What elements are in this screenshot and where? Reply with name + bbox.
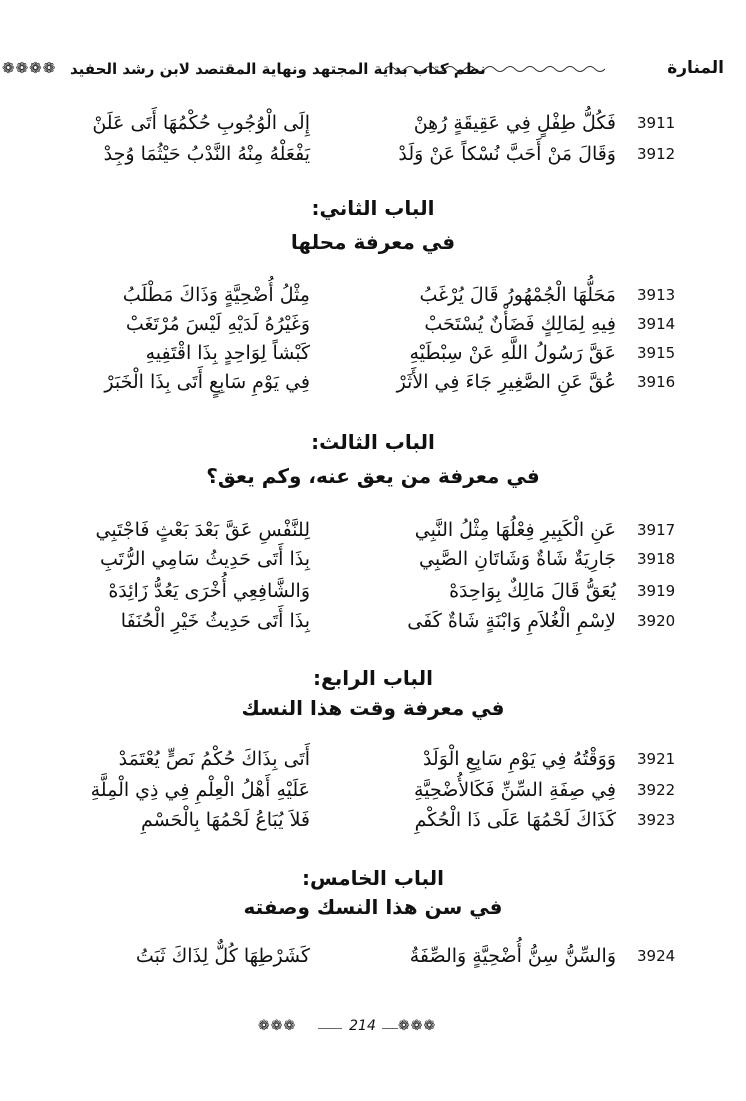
second-hemistich: وَالشَّافِعِي أُخْرَى يَعُدُّ زَائِدَهْ (108, 580, 310, 602)
first-hemistich: وَقَالَ مَنْ أَحَبَّ نُسْكاً عَنْ وَلَدْ (398, 143, 616, 165)
second-hemistich: بِذَا أَتَى حَدِيثُ سَامِي الرُّتَبِ (100, 548, 310, 570)
second-hemistich: كَبْشاً لِوَاحِدٍ بِذَا اقْتَفِيهِ (145, 342, 310, 364)
second-hemistich: فِي يَوْمِ سَابِعٍ أَتَى بِذَا الْخَبَرْ (104, 371, 310, 393)
first-hemistich: فِي صِفَةِ السِّنِّ فَكَالأُضْحِيَّةِ (414, 779, 616, 801)
verse-number: 3917 (637, 521, 676, 539)
page-number: 214 (349, 1018, 376, 1034)
verse-row (0, 342, 746, 372)
first-hemistich: عَنِ الْكَبِيرِ فِعْلُهَا مِثْلُ النَّبِي (414, 519, 616, 541)
verse-row (0, 748, 746, 778)
verse-row (0, 610, 746, 640)
page-footer (0, 1018, 746, 1038)
first-hemistich: عَقَّ رَسُولُ اللَّهِ عَنْ سِبْطَيْهِ (409, 342, 616, 364)
first-hemistich: يُعَقُّ قَالَ مَالِكٌ بِوَاحِدَهْ (449, 580, 616, 602)
first-hemistich: فَكُلُّ طِفْلٍ فِي عَقِيقَةٍ رُهِنْ (413, 112, 616, 134)
verse-number: 3918 (637, 550, 676, 568)
second-hemistich: لِلنَّفْسِ عَقَّ بَعْدَ بَعْثٍ فَاجْتَبِي (95, 519, 310, 541)
verse-number: 3914 (637, 315, 676, 333)
verse-number: 3923 (637, 811, 676, 829)
verse-number: 3911 (637, 114, 676, 132)
first-hemistich: لاِسْمِ الْغُلاَمِ وَابْنَةٍ شَاةٌ كَفَى (407, 610, 616, 632)
second-hemistich: فَلاَ يُبَاعُ لَحْمُهَا بِالْحَسْمِ (141, 809, 310, 831)
page-header (0, 56, 746, 86)
verse-number: 3921 (637, 750, 676, 768)
second-hemistich: يَفْعَلْهُ مِنْهُ النَّدْبُ حَيْثُمَا وُجِدْ (103, 143, 310, 165)
verse-number: 3922 (637, 781, 676, 799)
verse-number: 3915 (637, 344, 676, 362)
footer-ornament-left-icon: ❁❁❁ (258, 1018, 297, 1034)
chapter-subtitle: في معرفة من يعق عنه، وكم يعق؟ (206, 464, 540, 488)
second-hemistich: وَغَيْرُهُ لَدَيْهِ لَيْسَ مُرْتَغَبْ (125, 313, 310, 335)
verse-row (0, 313, 746, 343)
chapter-subtitle: في معرفة محلها (290, 230, 456, 254)
verse-number: 3912 (637, 145, 676, 163)
first-hemistich: مَحَلُّهَا الْجُمْهُورُ قَالَ يُرْغَبُ (419, 284, 616, 306)
verse-number: 3919 (637, 582, 676, 600)
second-hemistich: عَلَيْهِ أَهْلُ الْعِلْمِ فِي ذِي الْمِلَّةِ (90, 779, 310, 801)
chapter-subtitle: في سن هذا النسك وصفته (243, 895, 503, 919)
verse-row (0, 519, 746, 549)
verse-number: 3916 (637, 373, 676, 391)
verse-row (0, 371, 746, 401)
verse-row (0, 779, 746, 809)
header-ornament-icon: ❁❁❁❁ (2, 59, 57, 77)
second-hemistich: بِذَا أَتَى حَدِيثُ خَيْرِ الْحُنَفَا (120, 610, 310, 632)
chapter-title: الباب الخامس: (301, 866, 445, 890)
second-hemistich: مِثْلُ أُضْحِيَّةٍ وَذَاكَ مَطْلَبُ (122, 284, 310, 306)
first-hemistich: عُقَّ عَنِ الصَّغِيرِ جَاءَ فِي الأَثَرْ (396, 371, 616, 393)
second-hemistich: إِلَى الْوُجُوبِ حُكْمُهَا أَتَى عَلَنْ (92, 112, 310, 134)
book-title: نظم كتاب بداية المجتهد ونهاية المقتصد لابن رشد الحفيد (70, 60, 486, 78)
chapter-title: الباب الثالث: (311, 430, 435, 454)
verse-row (0, 143, 746, 173)
verse-row (0, 548, 746, 578)
chapter-title: الباب الرابع: (313, 666, 433, 690)
running-title: المنارة (667, 58, 724, 78)
verse-number: 3913 (637, 286, 676, 304)
first-hemistich: وَوَقْتُهُ فِي يَوْمِ سَابِعِ الْوَلَدْ (422, 748, 616, 770)
footer-ornament-right-icon: ❁❁❁ (398, 1018, 437, 1034)
first-hemistich: جَارِيَةٌ شَاةٌ وَشَاتَانِ الصَّبِي (419, 548, 616, 570)
verse-number: 3924 (637, 947, 676, 965)
first-hemistich: فِيهِ لِمَالِكٍ فَضَأْنٌ يُسْتَحَبْ (424, 313, 616, 335)
footer-rule-right (382, 1028, 398, 1029)
verse-number: 3920 (637, 612, 676, 630)
first-hemistich: كَذَاكَ لَحْمُهَا عَلَى ذَا الْحُكْمِ (414, 809, 616, 831)
first-hemistich: وَالسِّنُّ سِنُّ أُضْحِيَّةٍ وَالصِّفَةُ (409, 945, 616, 967)
second-hemistich: كَشَرْطِهَا كُلٌّ لِذَاكَ ثَبَتُ (135, 945, 310, 967)
footer-rule-left (318, 1028, 342, 1029)
verse-row (0, 284, 746, 314)
verse-row (0, 580, 746, 610)
verse-row (0, 945, 746, 975)
chapter-subtitle: في معرفة وقت هذا النسك (241, 696, 505, 720)
second-hemistich: أَتَى بِذَاكَ حُكْمُ نَصٍّ يُعْتَمَدْ (118, 748, 310, 770)
chapter-title: الباب الثاني: (311, 196, 435, 220)
verse-row (0, 112, 746, 142)
verse-row (0, 809, 746, 839)
